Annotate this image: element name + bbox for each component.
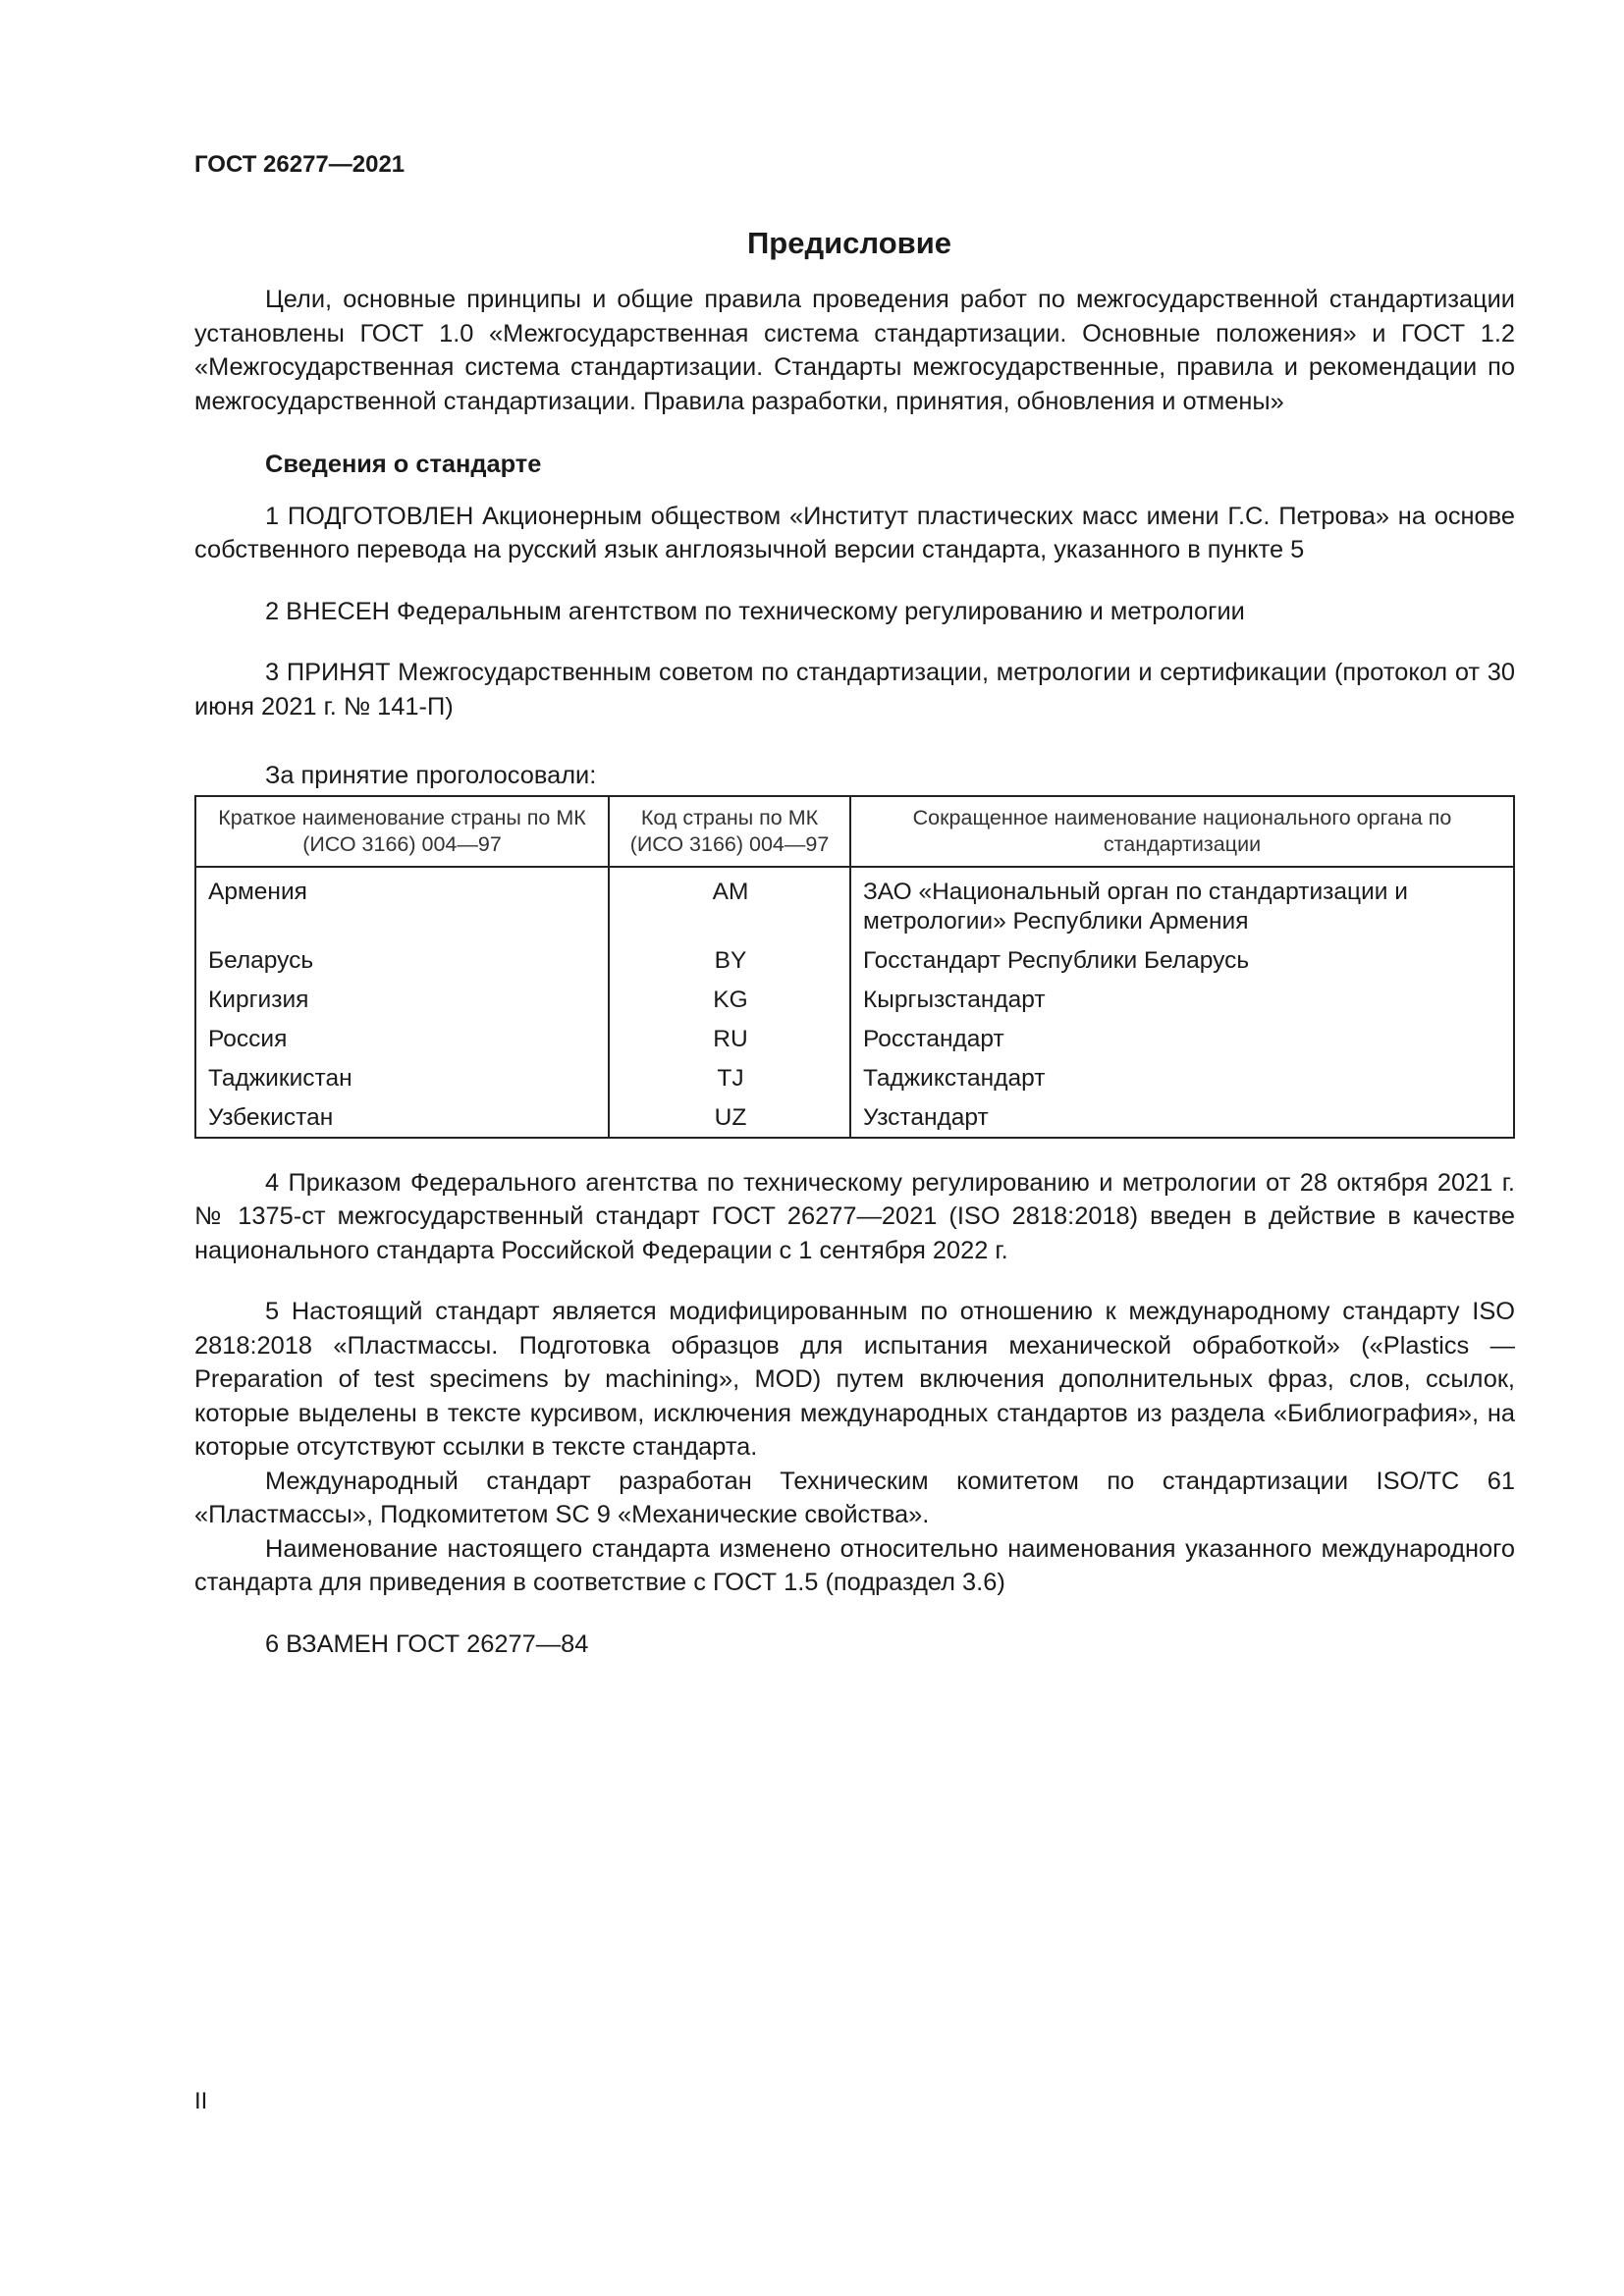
table-header-body: Сокращенное наименование национального органа по стандартизации <box>850 796 1514 867</box>
item-2-paragraph: 2 ВНЕСЕН Федеральным агентством по техническому регулированию и метрологии <box>265 597 1245 625</box>
item-4-paragraph: 4 Приказом Федерального агентства по техническому регулированию и метрологии от 28 октября 2021 г. № 1375-ст межгосударственный стандарт ГОСТ 26277—2021 (ISO 2818:2018) введен в действие в качестве национального стандарта Российской Федерации с 1 сентября 2022 г. <box>194 1168 1515 1264</box>
table-header-code: Код страны по МК (ИСО 3166) 004—97 <box>609 796 850 867</box>
country-cell: Узбекистан <box>195 1101 609 1138</box>
table-row <box>195 1101 1514 1138</box>
table-row <box>195 984 1514 1023</box>
table-row <box>195 867 1514 944</box>
page-title: Предисловие <box>746 226 951 260</box>
page-number: II <box>194 2088 208 2114</box>
item-5-paragraph: 5 Настоящий стандарт является модифицированным по отношению к международному стандарту ISO 2818:2018 «Пластмассы. Подготовка образцов для испытания механической обработкой» («Plastics — Preparation of test specimens by machining», MOD) путем включения дополнительных фраз, слов, ссылок, которые выделены в тексте курсивом, исключения международных стандартов из раздела «Библиография», на которые отсутствуют ссылки в тексте стандарта. <box>194 1298 1515 1461</box>
country-cell: Россия <box>195 1023 609 1062</box>
code-cell: KG <box>609 984 850 1023</box>
table-header-row <box>195 796 1514 867</box>
country-cell: Беларусь <box>195 944 609 984</box>
item-3-paragraph: 3 ПРИНЯТ Межгосударственным советом по стандартизации, метрологии и сертификации (протокол от 30 июня 2021 г. № 141-П) <box>194 659 1515 721</box>
code-cell: TJ <box>609 1062 850 1101</box>
body-cell: ЗАО «Национальный орган по стандартизации и метрологии» Республики Армения <box>850 867 1514 944</box>
country-cell: Киргизия <box>195 984 609 1023</box>
body-cell: Кыргызстандарт <box>850 984 1514 1023</box>
body-cell: Росстандарт <box>850 1023 1514 1062</box>
body-cell: Госстандарт Республики Беларусь <box>850 944 1514 984</box>
body-cell: Таджикстандарт <box>850 1062 1514 1101</box>
voting-table <box>194 795 1515 1139</box>
item-6-paragraph: 6 ВЗАМЕН ГОСТ 26277—84 <box>265 1629 589 1658</box>
code-cell: BY <box>609 944 850 984</box>
table-row <box>195 1023 1514 1062</box>
country-cell: Армения <box>195 867 609 944</box>
table-row <box>195 944 1514 984</box>
table-header-country: Краткое наименование страны по МК (ИСО 3166) 004—97 <box>195 796 609 867</box>
table-row <box>195 1062 1514 1101</box>
country-cell: Таджикистан <box>195 1062 609 1101</box>
code-cell: AM <box>609 867 850 944</box>
document-body <box>194 283 1515 1661</box>
document-header: ГОСТ 26277—2021 <box>194 151 406 178</box>
item-1-paragraph: 1 ПОДГОТОВЛЕН Акционерным обществом «Институт пластических масс имени Г.С. Петрова» на основе собственного перевода на русский язык англоязычной версии стандарта, указанного в пункте 5 <box>194 502 1515 563</box>
section-subheading: Сведения о стандарте <box>265 451 542 478</box>
vote-label: За принятие проголосовали: <box>265 762 597 789</box>
item-5-committee-paragraph: Международный стандарт разработан Техническим комитетом по стандартизации ISO/TC 61 «Пластмассы», Подкомитетом SC 9 «Механические свойства». <box>194 1467 1515 1528</box>
item-5-name-paragraph: Наименование настоящего стандарта изменено относительно наименования указанного международного стандарта для приведения в соответствие с ГОСТ 1.5 (подраздел 3.6) <box>194 1534 1515 1596</box>
intro-paragraph: Цели, основные принципы и общие правила проведения работ по межгосударственной стандартизации установлены ГОСТ 1.0 «Межгосударственная система стандартизации. Основные положения» и ГОСТ 1.2 «Межгосударственная система стандартизации. Стандарты межгосударственные, правила и рекомендации по межгосударственной стандартизации. Правила разработки, принятия, обновления и отмены» <box>194 286 1515 415</box>
code-cell: UZ <box>609 1101 850 1138</box>
code-cell: RU <box>609 1023 850 1062</box>
body-cell: Узстандарт <box>850 1101 1514 1138</box>
